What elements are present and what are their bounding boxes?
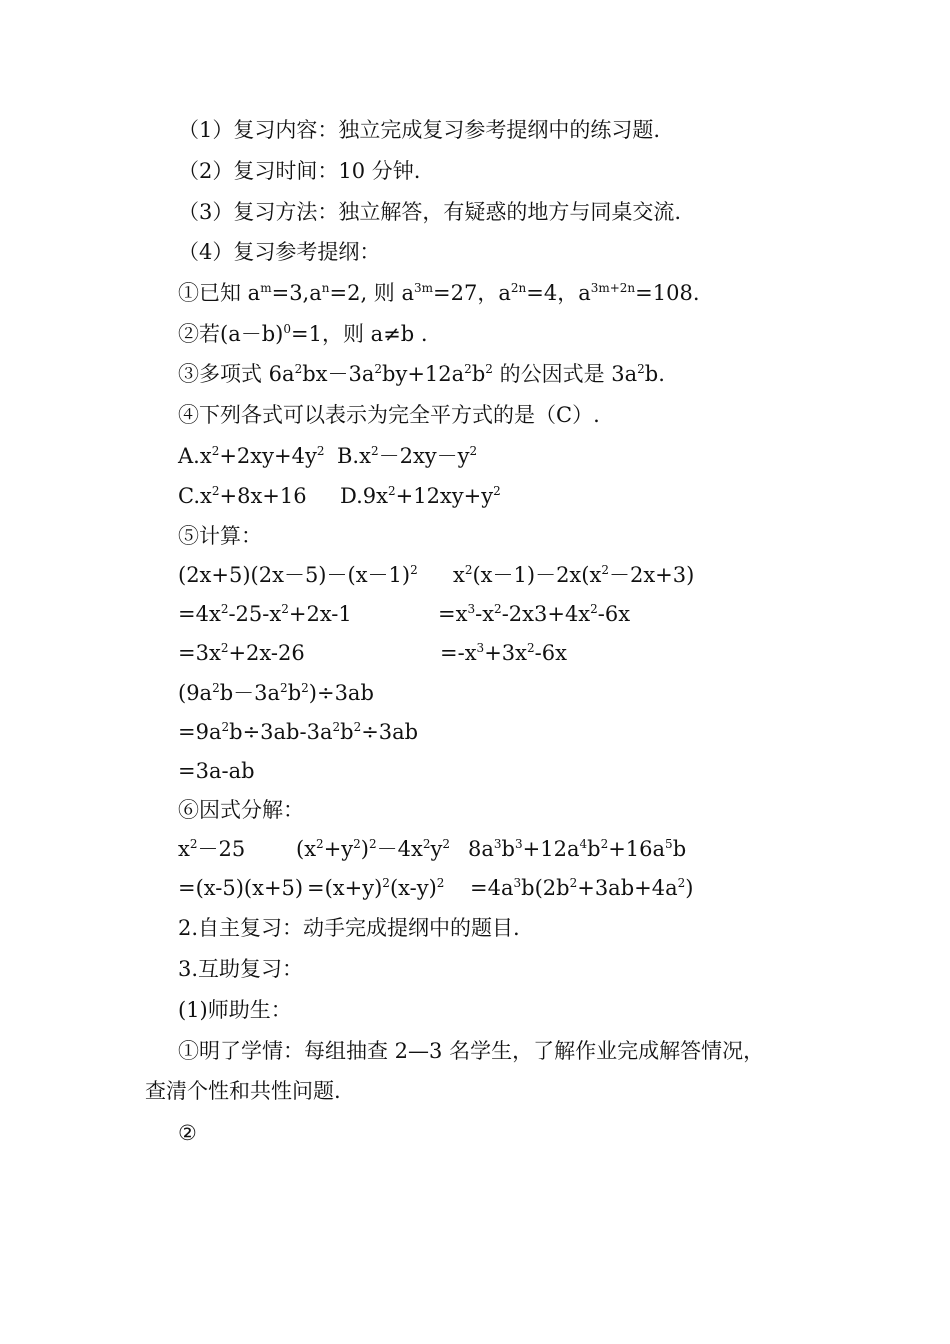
calc-left-5: $=9a^2b\div 3ab-3a^2b^2\div 3ab$ — [178, 720, 419, 744]
item-2-marker: ② — [178, 1121, 197, 1145]
option-d: $D.9x^2+12xy+y^2$ — [340, 484, 501, 508]
factor-problem-3: $8a^3b^3+12a^4b^2+16a^5b$ — [468, 837, 687, 861]
factor-solution-3: $=4a^3b(2b^2+3ab+4a^2)$ — [470, 876, 694, 900]
question-3: ③多项式 $6a^2bx-3a^2by+12a^2b^2$ 的公因式是 $3a^2b$. — [178, 362, 665, 386]
question-1: ①已知 $a^m=3,a^n=2$, 则 $a^{3m}=27$，$a^{2n}=4$，$a^{3m+2n}=108$. — [178, 281, 700, 305]
option-b: $B.x^2-2xy-y^2$ — [337, 444, 478, 468]
question-6-title: ⑥因式分解： — [178, 798, 304, 822]
calc-right-2: $=x^3-x^2-2x3+4x^2-6x$ — [438, 602, 631, 626]
teacher-help: (1)师助生： — [178, 998, 292, 1022]
understand-line-2: 查清个性和共性问题. — [145, 1079, 341, 1103]
mutual-review: 3.互助复习： — [178, 957, 304, 981]
calc-left-3: $=3x^2+2x-26$ — [178, 641, 305, 665]
review-time: （2）复习时间：10 分钟. — [178, 159, 421, 183]
factor-problem-1: $x^2-25$ — [178, 837, 246, 861]
review-outline-title: （4）复习参考提纲： — [178, 240, 381, 264]
question-4-title: ④下列各式可以表示为完全平方式的是（C）. — [178, 403, 600, 427]
calc-right-3: $=-x^3+3x^2-6x$ — [440, 641, 567, 665]
calc-left-6: =3a-ab — [178, 759, 255, 783]
calc-right-1: $x^2(x-1)-2x(x^2-2x+3)$ — [453, 563, 695, 587]
calc-left-1: $(2x+5)(2x-5)-(x-1)^2$ — [178, 563, 418, 587]
option-c: $C.x^2+8x+16$ — [178, 484, 307, 508]
option-a: $A.x^2+2xy+4y^2$ — [178, 444, 325, 468]
review-content: （1）复习内容：独立完成复习参考提纲中的练习题. — [178, 118, 661, 142]
understand-line-1: ①明了学情：每组抽查 2—3 名学生，了解作业完成解答情况， — [178, 1039, 765, 1063]
factor-solution-2: $=(x+y)^2(x-y)^2$ — [307, 876, 445, 900]
review-method: （3）复习方法：独立解答，有疑惑的地方与同桌交流. — [178, 200, 682, 224]
calc-left-2: $=4x^2-25-x^2+2x-1$ — [178, 602, 352, 626]
calc-left-4: $(9a^2b-3a^2b^2)\div 3ab$ — [178, 681, 374, 705]
factor-solution-1: =(x-5)(x+5) — [178, 876, 304, 900]
question-5-title: ⑤计算： — [178, 524, 262, 548]
question-2: ②若$(a-b)^0=1$，则 a≠b . — [178, 322, 428, 346]
self-review: 2.自主复习：动手完成提纲中的题目. — [178, 916, 520, 940]
factor-problem-2: $(x^2+y^2)^2-4x^2y^2$ — [296, 837, 451, 861]
